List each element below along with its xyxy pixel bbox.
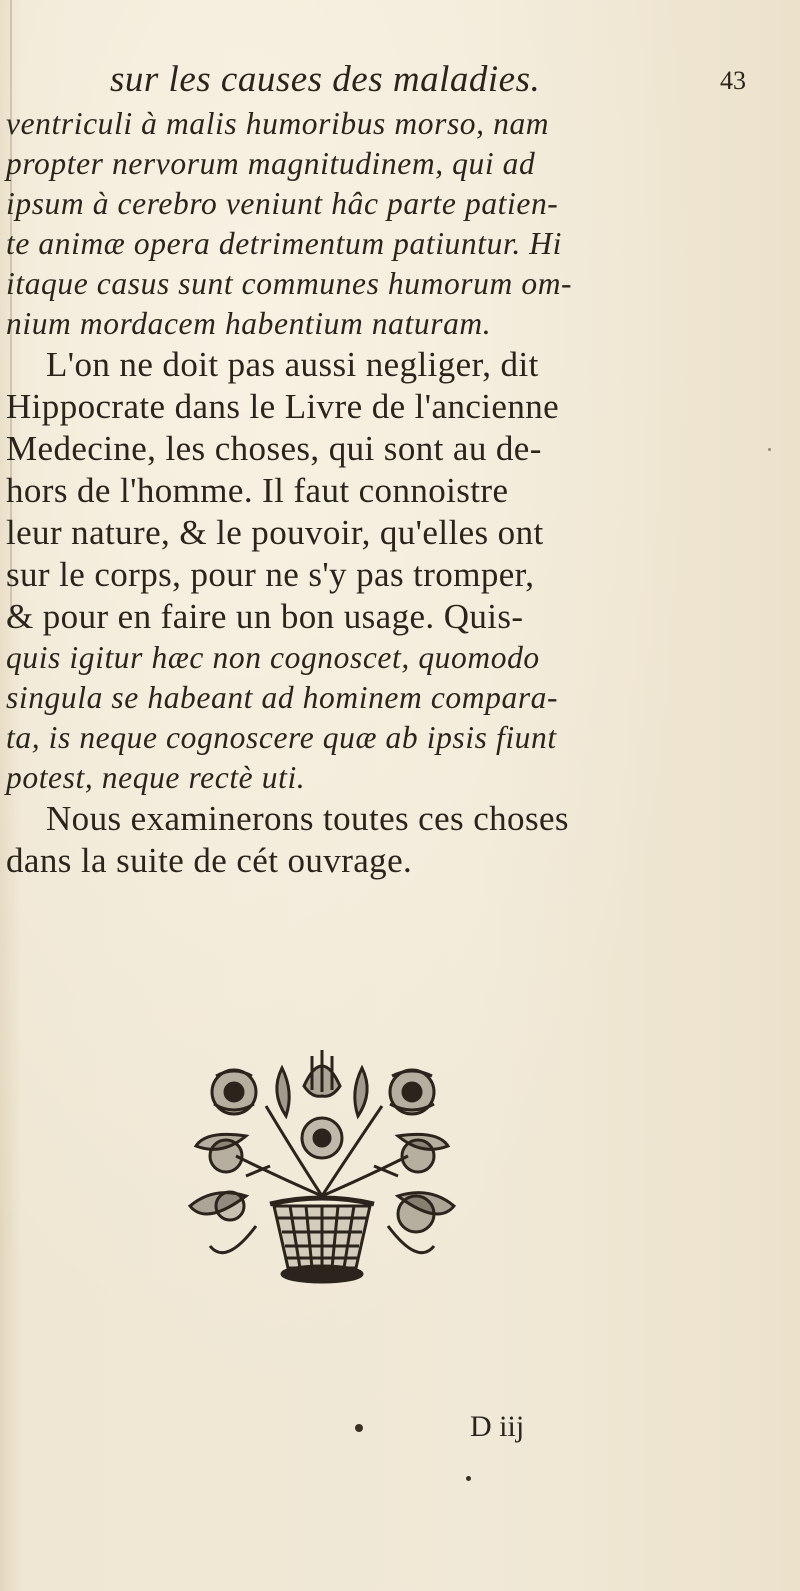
text-line: L'on ne doit pas aussi negliger, dit [46,345,539,384]
text-line: ta, is neque cognoscere quæ ab ipsis fiunt [6,720,557,755]
ink-speck [466,1476,471,1481]
text-line: hors de l'homme. Il faut connoistre [6,471,509,510]
text-line: dans la suite de cét ouvrage. [6,841,413,880]
latin-passage-2 [6,638,666,798]
french-paragraph-1 [6,344,666,638]
ink-speck [355,1424,363,1432]
page-number: 43 [720,66,746,95]
latin-passage-1 [6,104,666,344]
signature-mark: D iij [470,1410,525,1443]
text-line: ipsum à cerebro veniunt hâc parte patien- [6,186,559,221]
text-line: itaque casus sunt communes humorum om- [6,266,573,301]
running-title: sur les causes des maladies. [110,59,541,100]
text-line: & pour en faire un bon usage. Quis- [6,597,524,636]
running-head [110,58,750,108]
text-line: potest, neque rectè uti. [6,760,306,795]
french-paragraph-2 [6,798,666,882]
text-line: singula se habeant ad hominem compara- [6,680,559,715]
flower-basket-ornament-icon [186,1046,458,1296]
text-line: nium mordacem habentium naturam. [6,306,492,341]
text-line: sur le corps, pour ne s'y pas tromper, [6,555,535,594]
ink-speck [768,448,771,451]
text-line: Nous examinerons toutes ces choses [46,799,569,838]
text-line: Hippocrate dans le Livre de l'ancienne [6,387,560,426]
text-line: quis igitur hæc non cognoscet, quomodo [6,640,540,675]
body-text [6,104,666,882]
text-line: te animæ opera detrimentum patiuntur. Hi [6,226,562,261]
text-line: Medecine, les choses, qui sont au de- [6,429,542,468]
text-line: propter nervorum magnitudinem, qui ad [6,146,536,181]
text-line: ventriculi à malis humoribus morso, nam [6,106,550,141]
text-line: leur nature, & le pouvoir, qu'elles ont [6,513,544,552]
